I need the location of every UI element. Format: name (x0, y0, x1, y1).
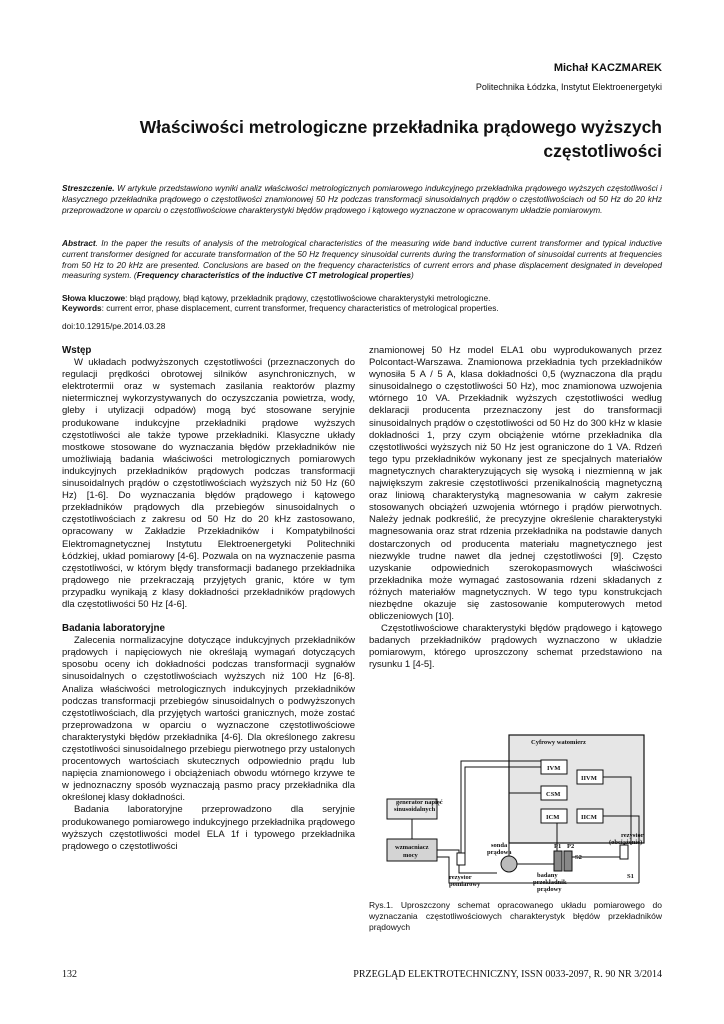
csm-label: CSM (546, 791, 561, 798)
keywords-en-label: Keywords (62, 303, 102, 313)
s2-label: S2 (575, 854, 582, 861)
iicm-label: IICM (581, 814, 597, 821)
icm-label: ICM (546, 814, 560, 821)
figure-caption: Rys.1. Uproszczony schemat opracowanego układu pomiarowego do wyznaczania częstotliwościowych charakterystyk błędów przekładników prądowych (369, 900, 662, 932)
tested-ct-core (554, 851, 562, 871)
digital-wattmeter-label: Cyfrowy watomierz (531, 739, 586, 746)
current-probe-label-1: sonda (491, 842, 508, 849)
amplifier-label-1: wzmacniacz (395, 844, 429, 851)
keywords-pl-text: : błąd prądowy, błąd kątowy, przekładnik prądowy, częstotliwościowe charakterystyki metrologiczne. (125, 293, 491, 303)
schematic-svg (369, 733, 662, 896)
doi: doi:10.12915/pe.2014.03.28 (62, 321, 166, 331)
s1-label: S1 (627, 873, 634, 880)
tested-ct-label-1: badany (537, 872, 558, 879)
iivm-label: IIVM (581, 775, 597, 782)
abstract-text: . In the paper the results of analysis of the metrological characteristics of the measuring wide band inductive current transformer and typical inductive current transformer designed for accurate transformation of the 50 Hz frequency sinusoidal currents during the transformation of sinusoidal currents at frequencies from 50 Hz to 20 kHz are presented. Conclusions are based on the frequency characteristics of current errors and phase displacement designated in developed measuring system. ( (62, 238, 662, 281)
tested-ct-label-2: przekładnik (533, 879, 567, 886)
measuring-resistor-label-1: rezystor (449, 874, 472, 881)
current-probe (501, 856, 517, 872)
tested-ct-label-3: prądowy (537, 886, 562, 893)
digital-wattmeter-box (509, 735, 644, 843)
badania-paragraph-2: Badania laboratoryjne przeprowadzono dla seryjnie produkowanego pomiarowego indukcyjnego przekładnika prądowego wyższych częstotliwości model ELA 1f i typowego przekładnika prądowego o częstotliwości (62, 804, 355, 852)
badania-paragraph-1: Zalecenia normalizacyjne dotyczące indukcyjnych przekładników prądowych i napięciowych nie określają wymagań dotyczących sposobu oceny ich dokładności podczas transformacji sygnałów sinusoidalnych o częstotliwościach wyższych niż 100 Hz [6-8]. Analiza właściwości metrologicznych indukcyjnych przekładników podczas transformacji przebiegów sinusoidalnych o podwyższonych częstotliwościach, dla przyjętych wartości granicznych, może zostać przeprowadzona w oparciu o wyznaczone częstotliwościowe charakterystyki błędów przekładnika [4-6]. Dla określonego zakresu częstotliwości sinusoidalnego przebiegu pierwotnego przy ustalonych procentowych wartościach skutecznych odpowiednio prądu lub napięcia znamionowego i obciążeniach obwodu wtórnego krzywe te w jednoznaczny sposób wyznaczają pasmo pracy przekładnika dla określonej klasy dokładności. (62, 635, 355, 804)
section-heading-badania: Badania laboratoryjne (62, 623, 165, 635)
paper-title: Właściwości metrologiczne przekładnika prądowego wyższych częstotliwości (139, 117, 662, 161)
figure-measurement-schematic (369, 733, 662, 896)
author-affiliation: Politechnika Łódzka, Instytut Elektroenergetyki (475, 82, 662, 92)
author-name: Michał KACZMAREK (553, 62, 662, 74)
section-heading-wstep: Wstęp (62, 345, 92, 356)
generator-label-1: generator napięć (396, 799, 443, 806)
burden-resistor-label-2: (obciążenie) (609, 839, 643, 846)
keywords-pl-label: Słowa kluczowe (62, 293, 126, 303)
keywords-en (62, 303, 662, 314)
journal-footer: PRZEGLĄD ELEKTROTECHNICZNY, ISSN 0033-2097, R. 90 NR 3/2014 (353, 969, 662, 980)
p1-label: P1 (554, 843, 562, 850)
streszczenie-text: W artykule przedstawiono wyniki analiz właściwości metrologicznych pomiarowego indukcyjnego przekładnika prądowego wyższych częstotliwości i klasycznego przekładnika prądowego o częstotliwości znamionowej 50 Hz podczas transformacji sinusoidalnych prądów o częstotliwościach od 50 Hz do 20 kHz przeprowadzone w oparciu o częstotliwościowe charakterystyki błędów prądowego i kątowego wyznaczone w opracowanym układzie pomiarowym. (62, 183, 662, 215)
abstract-english-title: Frequency characteristics of the inductive CT metrological properties (136, 270, 412, 281)
generator-label-2: sinusoidalnych (394, 806, 436, 813)
abstract-close: ) (411, 270, 414, 281)
current-probe-label-2: prądowa (487, 849, 512, 856)
measuring-resistor (457, 853, 465, 865)
burden-resistor (620, 845, 628, 859)
right-paragraph-2: Częstotliwościowe charakterystyki błędów prądowego i kątowego badanych przekładników prądowych wyznaczono w układzie pomiarowym, którego uproszczony schemat przedstawiono na rysunku 1 [4-5]. (369, 623, 662, 671)
right-paragraph-1: znamionowej 50 Hz model ELA1 obu wyprodukowanych przez Polcontact-Warszawa. Znamionowa przekładnia tych przekładników wynosiła 5 A / 5 A, klasa dokładności 0,5 (wyznaczona dla prądu sinusoidalnego o częstotliwości 50 Hz), moc znamionowa uzwojenia wtórnego 10 VA. Przekładnik wyższych częstotliwości według deklaracji producenta przeznaczony jest do transformacji sinusoidalnych prądów o częstotliwości od 50 Hz do 300 kHz w klasie dokładności 1, przy czym obciążenie wtórne przekładnika dla częstotliwości wyższych niż 50 Hz jest ograniczone do 1 VA. Rdzeń tego typu przekładników wykonany jest ze specjalnych materiałów magnetycznych charakteryzujących się wysoką i niezmienną w jak największym zakresie częstotliwości przenikalnością magnetyczną oraz liniową charakterystyką magnesowania w całym zakresie stosowanych obciążeń uzwojenia wtórnego i prądów pierwotnych. Należy jednak podkreślić, że precyzyjne określenie charakterystyki magnesowania oraz strat rdzenia przekładnika na podstawie danych dostarczonych od producenta materiału magnetycznego jest niezwykle trudne nawet dla jednej częstotliwości [9]. Często uzyskanie odpowiednich szerokopasmowych właściwości przekładnika może wymagać zastosowania rdzeni składanych z różnych materiałów magnetycznych. W tego typu konstrukcjach niezbędne okazuje się zastosowanie komputerowych metod obliczeniowych [10]. (369, 345, 662, 623)
streszczenie-block (62, 183, 662, 215)
abstract-label: Abstract (62, 238, 96, 248)
ivm-label: IVM (547, 765, 561, 772)
abstract-block (62, 238, 662, 281)
p2-label: P2 (567, 843, 575, 850)
keywords-en-text: : current error, phase displacement, current transformer, frequency characteristics of metrological properties. (101, 303, 499, 313)
wstep-paragraph: W układach podwyższonych częstotliwości (przeznaczonych do regulacji prędkości obrotowej silników asynchronicznych, w elektrotermii oraz w systemach zasilania reaktorów plazmy nietermicznej wykorzystywanych do oczyszczania powietrza, wody, gleby i utylizacji odpadów) mogą być stosowane seryjnie produkowane indukcyjne przekładniki prądowe wyższych częstotliwości ale także typowe przekładniki. Klasyczne układy mostkowe stosowane do wyznaczania błędów przekładników nie umożliwiają badania właściwości metrologicznych pomiarowych indukcyjnych przekładników prądowych podczas transformacji sinusoidalnych prądów o częstotliwościach wyższych niż 50 Hz (60 Hz) [1-6]. Do wyznaczania błędów prądowego i kątowego przekładników prądowych dla przebiegów sinusoidalnych o częstotliwościach z zakresu od 50 Hz do 20 kHz zastosowano, opracowany w Zakładzie Przekładników i Kompatybilności Elektromagnetycznej Instytutu Elektroenergetyki Politechniki Łódzkiej, układ pomiarowy [4-6]. Pozwala on na wyznaczenie pasma częstotliwości, w którym błędy transformacji badanego przekładnika prądowego nie przekraczają przyjętych granic, które w tym przypadku wynikają z klasy dokładności przekładników prądowych dla częstotliwości 50 Hz [4-6]. (62, 357, 355, 610)
left-column (62, 345, 355, 853)
right-column (369, 345, 662, 672)
tested-ct-core-2 (564, 851, 572, 871)
burden-resistor-label-1: rezystor (621, 832, 644, 839)
measuring-resistor-label-2: pomiarowy (449, 881, 481, 888)
amplifier-label-2: mocy (403, 852, 418, 859)
streszczenie-label: Streszczenie. (62, 183, 115, 193)
page-number: 132 (62, 969, 77, 980)
